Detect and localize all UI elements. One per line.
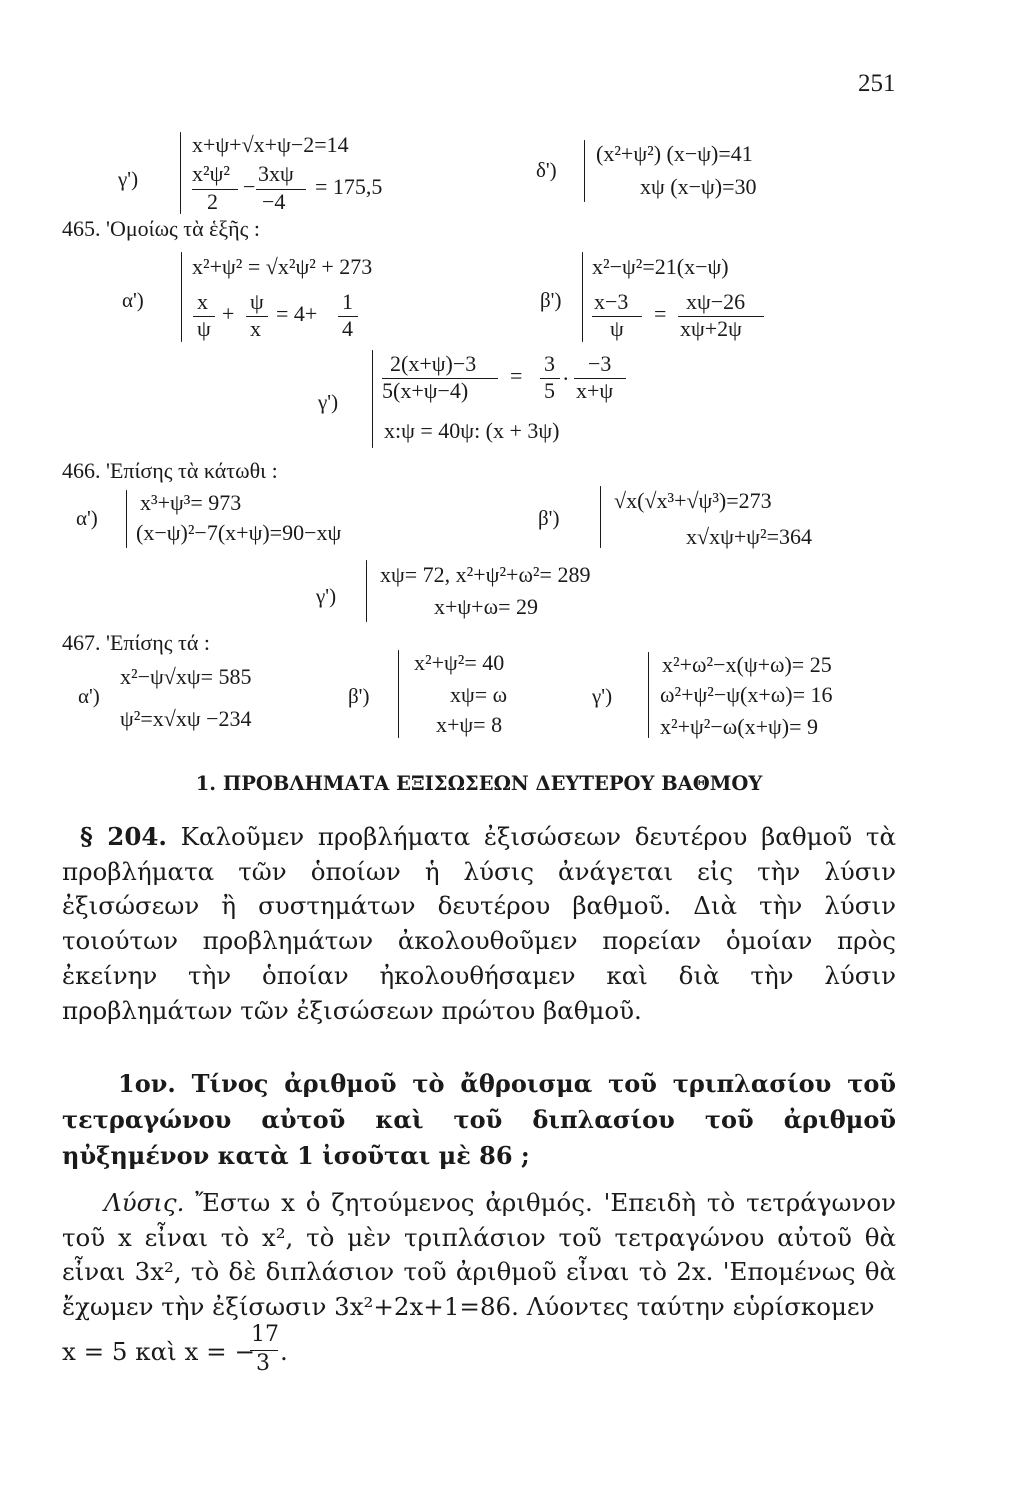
brace bbox=[372, 350, 373, 448]
equation: x+ψ+√x+ψ−2=14 bbox=[192, 132, 349, 157]
label-gamma: γ') bbox=[592, 684, 613, 708]
equation-mid: = 4+ bbox=[276, 301, 318, 326]
operator: − bbox=[243, 174, 256, 199]
brace bbox=[398, 650, 399, 738]
label-delta: δ') bbox=[536, 158, 557, 182]
operator: = bbox=[654, 301, 667, 326]
label-gamma: γ') bbox=[316, 584, 337, 608]
brace bbox=[584, 140, 585, 202]
equation: ψ²=x√xψ −234 bbox=[120, 706, 252, 731]
fraction-numerator: 2(x+ψ)−3 bbox=[390, 351, 477, 376]
equation: x²+ω²−x(ψ+ω)= 25 bbox=[662, 652, 832, 677]
label-alpha: α') bbox=[78, 684, 100, 708]
label-beta: β') bbox=[540, 288, 562, 312]
equation: x:ψ = 40ψ: (x + 3ψ) bbox=[384, 418, 560, 443]
fraction-denominator: 5(x+ψ−4) bbox=[382, 378, 469, 403]
fraction-denominator: x+ψ bbox=[576, 378, 614, 403]
equation: x²−ψ√xψ= 585 bbox=[120, 664, 252, 689]
fraction-numerator: x bbox=[197, 289, 208, 314]
fraction-numerator: xψ−26 bbox=[686, 289, 746, 314]
brace bbox=[181, 252, 182, 342]
brace bbox=[648, 652, 649, 738]
equation: x²+ψ²= 40 bbox=[414, 650, 505, 675]
label-alpha: α') bbox=[76, 506, 98, 530]
exercise-467-intro: 467. 'Επίσης τά : bbox=[62, 630, 210, 655]
fraction-denominator: ψ bbox=[610, 316, 624, 341]
section-heading: 1. ΠΡΟΒΛΗΜΑΤΑ ΕΞΙΣΩΣΕΩΝ ΔΕΥΤΕΡΟΥ ΒΑΘΜΟΥ bbox=[195, 772, 763, 795]
fraction-denominator: 3 bbox=[256, 1351, 270, 1376]
label-beta: β') bbox=[538, 506, 560, 530]
equation: ω²+ψ²−ψ(x+ω)= 16 bbox=[660, 682, 833, 707]
fraction-denominator: 2 bbox=[207, 189, 218, 214]
section-text: Καλοῦμεν προβλήματα ἐξισώσεων δευτέρου βαθμοῦ τὰ προβλήματα τῶν ὁποίων ἡ λύσις ἀνάγεται εἰς τὴν λύσιν ἐξισώσεων ἢ συστημάτων δευτέρου βαθμοῦ. Διὰ τὴν λύσιν τοιούτων προβλημάτων ἀκολουθοῦμεν πορείαν ὁμοίαν πρὸς ἐκείνην τὴν ὁποίαν ἠκολουθήσαμεν καὶ διὰ τὴν λύσιν προβλημάτων τῶν ἐξισώσεων πρώτου βαθμοῦ. bbox=[62, 822, 896, 1025]
fraction-numerator: 17 bbox=[251, 1322, 279, 1347]
label-gamma: γ') bbox=[318, 390, 339, 414]
equation: x²+ψ²−ω(x+ψ)= 9 bbox=[660, 714, 818, 739]
label-alpha: α') bbox=[122, 288, 144, 312]
label-gamma: γ') bbox=[118, 167, 139, 191]
solution-paragraph bbox=[62, 1186, 896, 1325]
fraction-numerator: 3xψ bbox=[258, 161, 294, 186]
equation: xψ (x−ψ)=30 bbox=[640, 174, 757, 199]
equation: xψ= 72, x²+ψ²+ω²= 289 bbox=[380, 562, 591, 587]
brace bbox=[582, 252, 583, 342]
label-beta: β') bbox=[348, 684, 370, 708]
equation: (x²+ψ²) (x−ψ)=41 bbox=[596, 141, 753, 166]
brace bbox=[366, 560, 367, 622]
fraction-numerator: x−3 bbox=[594, 289, 629, 314]
fraction-denominator: −4 bbox=[262, 189, 286, 214]
equation: xψ= ω bbox=[450, 682, 508, 707]
equation: x+ψ+ω= 29 bbox=[434, 594, 538, 619]
exercise-466-intro: 466. 'Επίσης τὰ κάτωθι : bbox=[62, 458, 278, 483]
exercise-465-intro: 465. 'Ομοίως τὰ ἑξῆς : bbox=[62, 216, 260, 241]
fraction-numerator: ψ bbox=[250, 289, 264, 314]
fraction-numerator: 1 bbox=[342, 289, 353, 314]
result-text: x = 5 καὶ x = − bbox=[62, 1337, 255, 1366]
operator: + bbox=[222, 301, 235, 326]
page-number: 251 bbox=[858, 70, 896, 97]
operator: . bbox=[563, 360, 569, 385]
fraction-numerator: x²ψ² bbox=[192, 161, 230, 186]
brace bbox=[600, 486, 601, 548]
fraction-denominator: xψ+2ψ bbox=[680, 316, 742, 341]
fraction-denominator: x bbox=[250, 316, 261, 341]
brace bbox=[126, 490, 127, 548]
equation: x+ψ= 8 bbox=[436, 712, 503, 737]
equation: x²−ψ²=21(x−ψ) bbox=[592, 254, 729, 279]
section-204-paragraph bbox=[62, 820, 896, 1028]
solution-label: Λύσις. bbox=[104, 1188, 185, 1217]
problem-1-title: 1ον. Τίνος ἀριθμοῦ τὸ ἄθροισμα τοῦ τριπλασίου τοῦ τετραγώνου αὐτοῦ καὶ τοῦ διπλασίου τοῦ ἀριθμοῦ ηὐξημένον κατὰ 1 ἰσοῦται μὲ 86 ; bbox=[62, 1069, 896, 1170]
equation: x²+ψ² = √x²ψ² + 273 bbox=[192, 254, 373, 279]
equation: x√xψ+ψ²=364 bbox=[686, 524, 813, 549]
fraction-denominator: 5 bbox=[544, 378, 555, 403]
fraction-numerator: 3 bbox=[544, 351, 555, 376]
fraction-numerator: −3 bbox=[588, 351, 612, 376]
operator: = bbox=[510, 363, 523, 388]
equation: (x−ψ)²−7(x+ψ)=90−xψ bbox=[136, 520, 342, 545]
fraction-denominator: ψ bbox=[197, 316, 211, 341]
solution-text: Ἔστω x ὁ ζητούμενος ἀριθμός. 'Επειδὴ τὸ τετράγωνον τοῦ x εἶναι τὸ x², τὸ μὲν τριπλάσιον τοῦ τετραγώνου αὐτοῦ θὰ εἶναι 3x², τὸ δὲ διπλάσιον τοῦ ἀριθμοῦ εἶναι τὸ 2x. 'Επομένως θὰ ἔχωμεν τὴν ἐξίσωσιν 3x²+2x+1=86. Λύοντες ταύτην εὑρίσκομεν bbox=[62, 1188, 896, 1322]
equation: x³+ψ³= 973 bbox=[140, 490, 242, 515]
brace bbox=[180, 132, 181, 214]
result-period: . bbox=[280, 1337, 288, 1366]
fraction-denominator: 4 bbox=[342, 316, 353, 341]
section-mark: § 204. bbox=[80, 822, 167, 851]
equation: √x(√x³+√ψ³)=273 bbox=[614, 488, 772, 513]
equation-rhs: = 175,5 bbox=[315, 174, 383, 199]
